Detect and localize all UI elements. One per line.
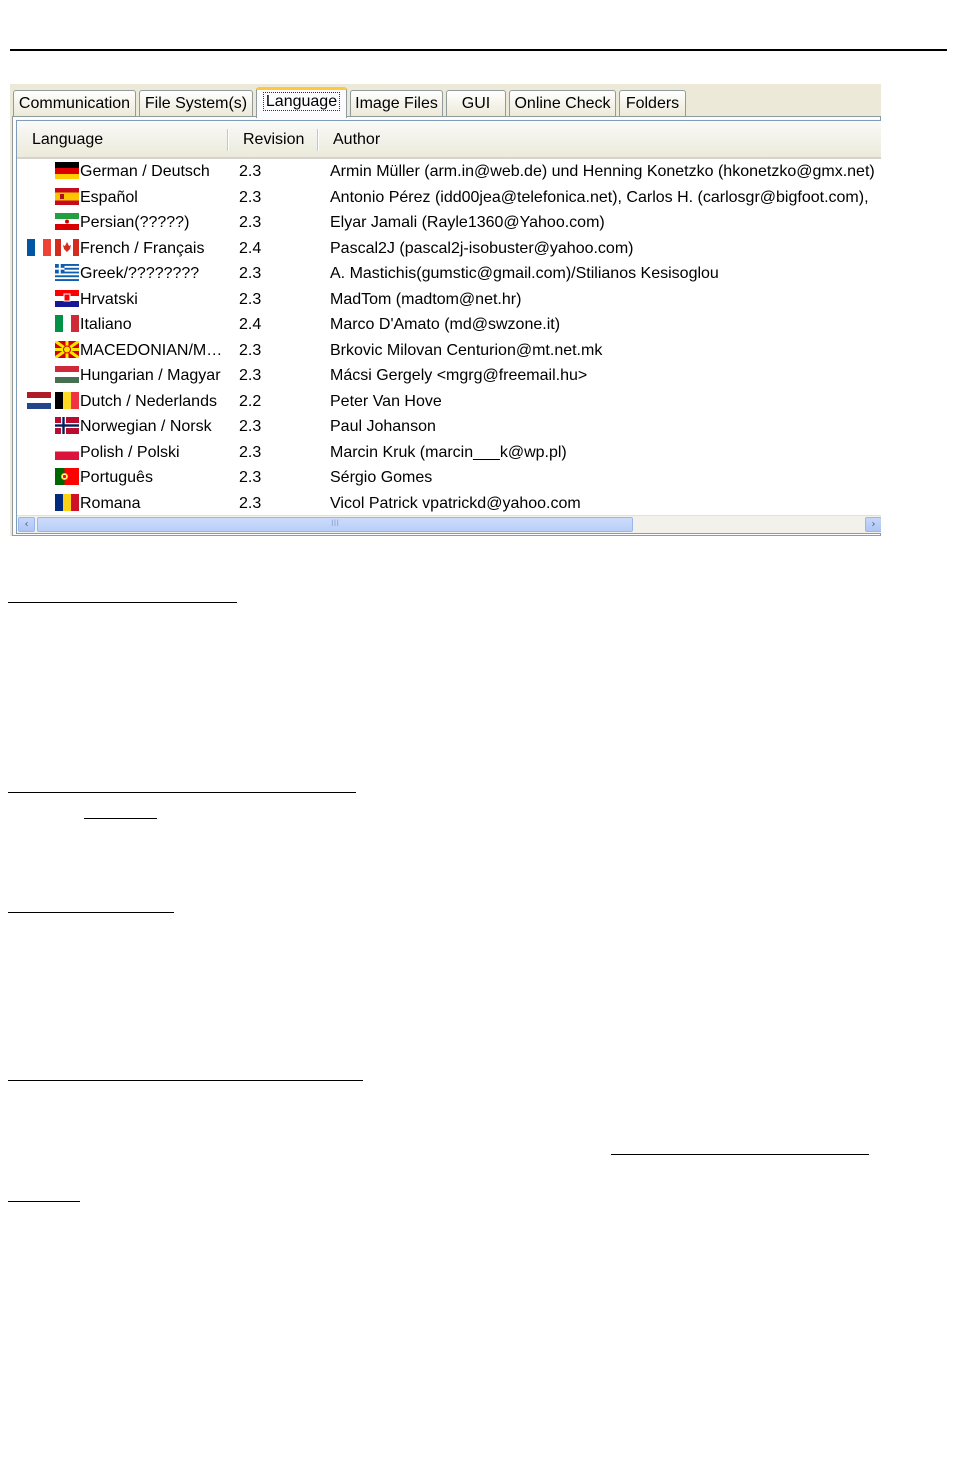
france-flag-icon bbox=[27, 239, 51, 256]
canada-flag-icon bbox=[55, 239, 79, 256]
netherlands-flag-icon bbox=[27, 392, 51, 409]
language-name: Hrvatski bbox=[80, 290, 138, 308]
language-name: Persian(?????) bbox=[80, 214, 190, 231]
romania-flag-icon bbox=[55, 494, 79, 511]
tab-online-check[interactable]: Online Check bbox=[509, 90, 616, 116]
croatia-flag-icon bbox=[55, 290, 79, 307]
macedonia-flag-icon bbox=[55, 341, 79, 358]
tab-language-label: Language bbox=[265, 93, 338, 110]
revision-value: 2.3 bbox=[239, 341, 262, 359]
author-name: Paul Johanson bbox=[330, 418, 436, 435]
scroll-thumb[interactable]: III bbox=[37, 517, 633, 532]
list-item[interactable] bbox=[17, 261, 881, 286]
horizontal-scrollbar[interactable] bbox=[17, 515, 881, 533]
language-name: French / Français bbox=[80, 239, 205, 257]
revision-value: 2.3 bbox=[239, 163, 262, 180]
language-name: Greek/???????? bbox=[80, 265, 200, 282]
revision-value: 2.3 bbox=[239, 494, 262, 512]
list-item[interactable] bbox=[17, 440, 881, 465]
author-name: Antonio Pérez (idd00jea@telefonica.net), Carlos H. (carlosgr@bigfoot.com), bbox=[330, 188, 869, 206]
poland-flag-icon bbox=[55, 443, 79, 460]
author-name: Marco D'Amato (md@swzone.it) bbox=[330, 316, 561, 333]
tab-file-systems[interactable]: File System(s) bbox=[139, 90, 253, 116]
author-name: Vicol Patrick vpatrickd@yahoo.com bbox=[330, 494, 581, 512]
hungary-flag-icon bbox=[55, 366, 79, 383]
section-heading-underline bbox=[8, 1080, 363, 1081]
list-item[interactable] bbox=[17, 312, 881, 337]
language-name: Italiano bbox=[80, 316, 132, 333]
author-name: Armin Müller (arm.in@web.de) und Henning Konetzko (hkonetzko@gmx.net) bbox=[330, 163, 875, 180]
revision-value: 2.4 bbox=[239, 316, 262, 333]
revision-value: 2.3 bbox=[239, 443, 262, 461]
options-dialog bbox=[10, 84, 881, 536]
hyperlink-underline[interactable] bbox=[611, 1154, 869, 1155]
revision-value: 2.3 bbox=[239, 469, 262, 486]
revision-value: 2.3 bbox=[239, 418, 262, 435]
germany-flag-icon bbox=[55, 162, 79, 179]
column-separator[interactable] bbox=[227, 129, 228, 151]
column-separator[interactable] bbox=[317, 129, 318, 151]
list-item[interactable] bbox=[17, 287, 881, 312]
revision-value: 2.2 bbox=[239, 392, 262, 410]
language-name: Romana bbox=[80, 494, 141, 512]
list-header bbox=[17, 121, 881, 159]
list-item[interactable] bbox=[17, 491, 881, 516]
section-heading-underline bbox=[8, 792, 356, 793]
author-name: Mácsi Gergely <mgrg@freemail.hu> bbox=[330, 367, 588, 384]
column-header-author[interactable]: Author bbox=[333, 131, 381, 148]
greece-flag-icon bbox=[55, 264, 79, 281]
revision-value: 2.3 bbox=[239, 188, 262, 206]
revision-value: 2.3 bbox=[239, 367, 262, 384]
column-header-language[interactable]: Language bbox=[32, 131, 104, 148]
list-item[interactable] bbox=[17, 159, 881, 184]
column-header-revision[interactable]: Revision bbox=[243, 131, 305, 148]
tab-folders[interactable]: Folders bbox=[619, 90, 686, 116]
revision-value: 2.4 bbox=[239, 239, 262, 257]
author-name: Brkovic Milovan Centurion@mt.net.mk bbox=[330, 341, 603, 359]
author-name: Sérgio Gomes bbox=[330, 469, 433, 486]
italy-flag-icon bbox=[55, 315, 79, 332]
revision-value: 2.3 bbox=[239, 290, 262, 308]
tab-gui[interactable]: GUI bbox=[446, 90, 506, 116]
revision-value: 2.3 bbox=[239, 265, 262, 282]
language-name: Português bbox=[80, 469, 153, 486]
list-item[interactable] bbox=[17, 210, 881, 235]
language-name: German / Deutsch bbox=[80, 163, 210, 180]
list-item[interactable] bbox=[17, 414, 881, 439]
author-name: A. Mastichis(gumstic@gmail.com)/Stilianos Kesisoglou bbox=[330, 265, 719, 282]
norway-flag-icon bbox=[55, 417, 79, 434]
author-name: Elyar Jamali (Rayle1360@Yahoo.com) bbox=[330, 214, 605, 231]
spain-flag-icon bbox=[55, 188, 79, 205]
belgium-flag-icon bbox=[55, 392, 79, 409]
author-name: Peter Van Hove bbox=[330, 392, 442, 410]
language-name: Dutch / Nederlands bbox=[80, 392, 217, 410]
section-heading-underline bbox=[8, 602, 237, 603]
hyperlink-underline[interactable] bbox=[8, 1201, 80, 1202]
author-name: Pascal2J (pascal2j-isobuster@yahoo.com) bbox=[330, 239, 634, 257]
language-name: Norwegian / Norsk bbox=[80, 418, 212, 435]
tab-panel bbox=[12, 116, 881, 536]
tab-image-files[interactable]: Image Files bbox=[350, 90, 443, 116]
language-name: Polish / Polski bbox=[80, 443, 180, 461]
language-name: Hungarian / Magyar bbox=[80, 367, 221, 384]
list-item[interactable] bbox=[17, 389, 881, 414]
page-header-rule bbox=[10, 49, 947, 51]
hyperlink-underline[interactable] bbox=[84, 818, 157, 819]
portugal-flag-icon bbox=[55, 468, 79, 485]
tab-communication[interactable]: Communication bbox=[13, 90, 136, 116]
list-item[interactable] bbox=[17, 363, 881, 388]
language-list[interactable] bbox=[16, 120, 881, 534]
tab-language[interactable] bbox=[256, 87, 347, 118]
list-item[interactable] bbox=[17, 185, 881, 210]
author-name: Marcin Kruk (marcin___k@wp.pl) bbox=[330, 443, 567, 461]
scroll-right-icon[interactable]: › bbox=[865, 517, 881, 532]
list-item[interactable] bbox=[17, 465, 881, 490]
revision-value: 2.3 bbox=[239, 214, 262, 231]
language-name: Español bbox=[80, 188, 138, 206]
scroll-left-icon[interactable]: ‹ bbox=[18, 517, 35, 532]
list-item[interactable] bbox=[17, 338, 881, 363]
iran-flag-icon bbox=[55, 213, 79, 230]
section-heading-underline bbox=[8, 912, 174, 913]
author-name: MadTom (madtom@net.hr) bbox=[330, 290, 522, 308]
language-name: MACEDONIAN/M… bbox=[80, 341, 223, 359]
list-item[interactable] bbox=[17, 236, 881, 261]
